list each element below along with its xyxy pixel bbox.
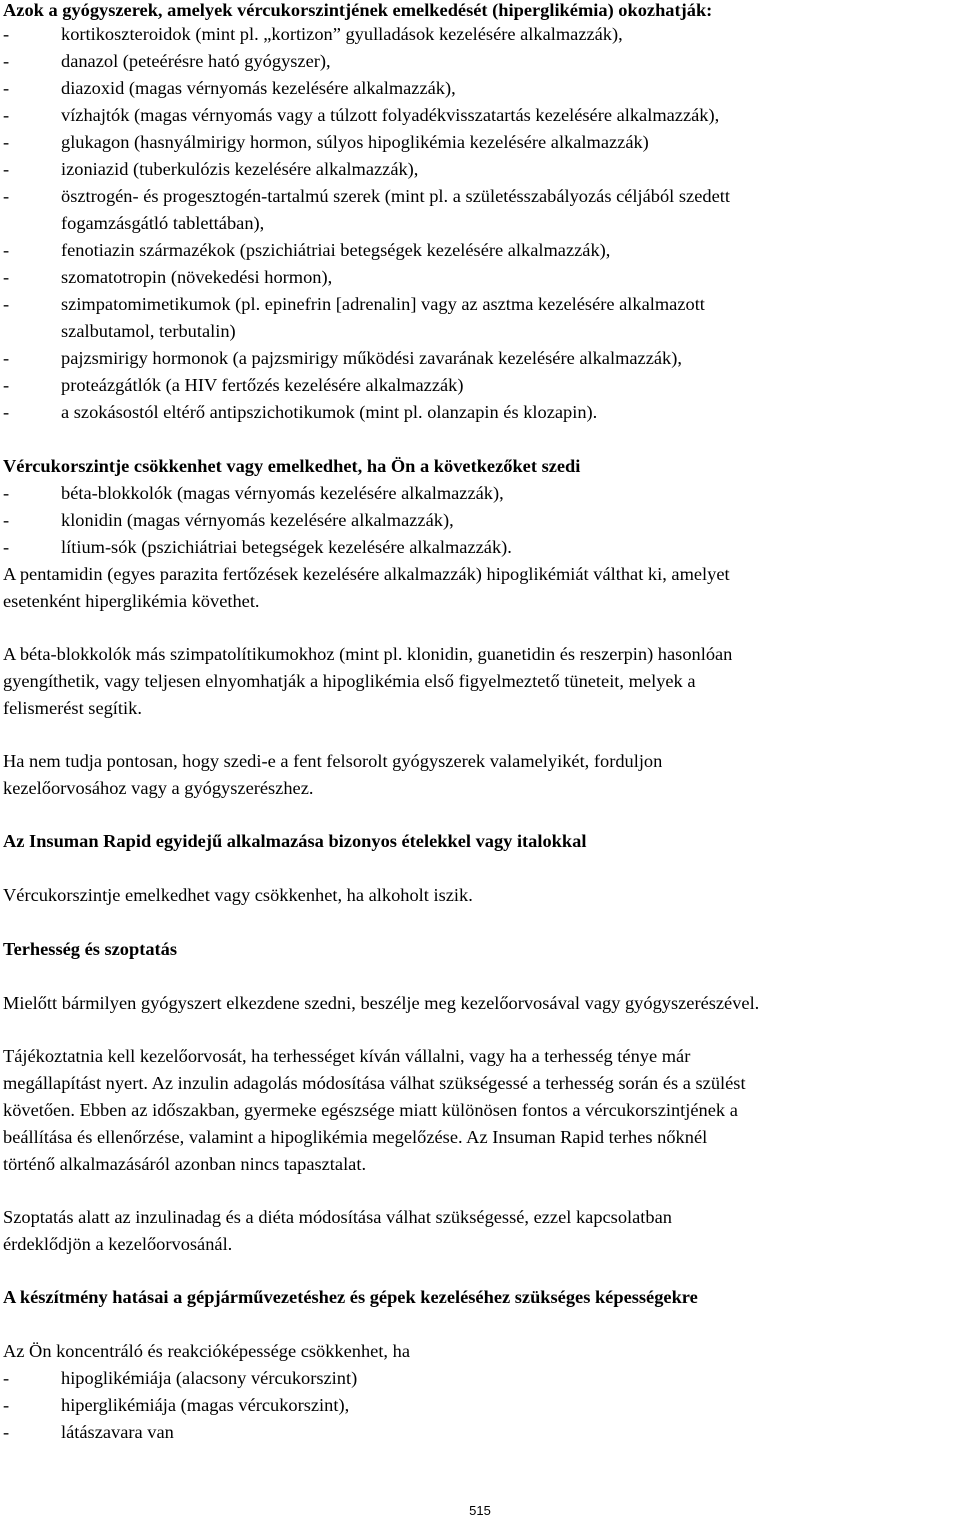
paragraph-line: beállítása és ellenőrzése, valamint a hipoglikémia megelőzése. Az Insuman Rapid terhes nőknél [3,1127,708,1147]
section-heading-fluctuation: Vércukorszintje csökkenhet vagy emelkedhet, ha Ön a következőket szedi [3,456,581,476]
section-heading-driving: A készítmény hatásai a gépjárművezetéshez és gépek kezeléséhez szükséges képességekre [3,1287,698,1307]
list-item: - látászavara van [3,1422,174,1442]
list-item: - a szokásostól eltérő antipszichotikumok (mint pl. olanzapin és klozapin). [3,402,598,422]
list-item: - klonidin (magas vérnyomás kezelésére alkalmazzák), [3,510,454,530]
section-heading-hyperglycemia: Azok a gyógyszerek, amelyek vércukorszintjének emelkedését (hiperglikémia) okozhatják: [3,0,713,20]
list-item: - diazoxid (magas vérnyomás kezelésére alkalmazzák), [3,78,456,98]
list-item: - hipoglikémiája (alacsony vércukorszint) [3,1368,358,1388]
paragraph-line: Mielőtt bármilyen gyógyszert elkezdene szedni, beszélje meg kezelőorvosával vagy gyógyszerészével. [3,993,760,1013]
section-heading-food-drink: Az Insuman Rapid egyidejű alkalmazása bizonyos ételekkel vagy italokkal [3,831,587,851]
paragraph-line: Tájékoztatnia kell kezelőorvosát, ha terhességet kíván vállalni, vagy ha a terhesség ténye már [3,1046,691,1066]
section-heading-pregnancy: Terhesség és szoptatás [3,939,178,959]
paragraph-line: gyengíthetik, vagy teljesen elnyomhatják a hipoglikémia első figyelmeztető tüneteit, melyek a [3,671,696,691]
paragraph-line: Vércukorszintje emelkedhet vagy csökkenhet, ha alkoholt iszik. [3,885,473,905]
paragraph-line: Szoptatás alatt az inzulinadag és a diéta módosítása válhat szükségessé, ezzel kapcsolatban [3,1207,672,1227]
list-item: - kortikoszteroidok (mint pl. „kortizon” gyulladások kezelésére alkalmazzák), [3,24,623,44]
paragraph-line: A béta-blokkolók más szimpatolítikumokhoz (mint pl. klonidin, guanetidin és reszerpin) hasonlóan [3,644,733,664]
list-item: - izoniazid (tuberkulózis kezelésére alkalmazzák), [3,159,419,179]
paragraph-line: kezelőorvosához vagy a gyógyszerészhez. [3,778,314,798]
paragraph-line: Az Ön koncentráló és reakcióképessége csökkenhet, ha [3,1341,410,1361]
paragraph-line: Ha nem tudja pontosan, hogy szedi-e a fent felsorolt gyógyszerek valamelyikét, forduljon [3,751,663,771]
paragraph-line: történő alkalmazásáról azonban nincs tapasztalat. [3,1154,367,1174]
paragraph-line: esetenként hiperglikémia követhet. [3,591,260,611]
list-item: - fenotiazin származékok (pszichiátriai betegségek kezelésére alkalmazzák), [3,240,611,260]
list-item: - vízhajtók (magas vérnyomás vagy a túlzott folyadékvisszatartás kezelésére alkalmazzák), [3,105,720,125]
paragraph-line: érdeklődjön a kezelőorvosánál. [3,1234,233,1254]
list-item: - pajzsmirigy hormonok (a pajzsmirigy működési zavarának kezelésére alkalmazzák), [3,348,682,368]
list-item: - ösztrogén- és progesztogén-tartalmú szerek (mint pl. a születésszabályozás céljából szedett [3,186,730,206]
list-item: - szomatotropin (növekedési hormon), [3,267,333,287]
list-item: - danazol (peteérésre ható gyógyszer), [3,51,331,71]
list-item: - lítium-sók (pszichiátriai betegségek kezelésére alkalmazzák). [3,537,512,557]
paragraph-line: követően. Ebben az időszakban, gyermeke egészsége miatt különösen fontos a vércukorszintjének a [3,1100,738,1120]
page-number: 515 [469,1503,491,1518]
list-item: - proteázgátlók (a HIV fertőzés kezelésére alkalmazzák) [3,375,464,395]
paragraph-line: A pentamidin (egyes parazita fertőzések kezelésére alkalmazzák) hipoglikémiát válthat ki, amelyet [3,564,730,584]
list-item: - glukagon (hasnyálmirigy hormon, súlyos hipoglikémia kezelésére alkalmazzák) [3,132,649,152]
paragraph-line: felismerést segítik. [3,698,142,718]
list-item: - hiperglikémiája (magas vércukorszint), [3,1395,350,1415]
list-item-continuation: szalbutamol, terbutalin) [61,321,236,341]
list-item-continuation: fogamzásgátló tablettában), [61,213,265,233]
paragraph-line: megállapítást nyert. Az inzulin adagolás módosítása válhat szükségessé a terhesség során és a szülést [3,1073,746,1093]
list-item: - szimpatomimetikumok (pl. epinefrin [adrenalin] vagy az asztma kezelésére alkalmazott [3,294,705,314]
list-item: - béta-blokkolók (magas vérnyomás kezelésére alkalmazzák), [3,483,504,503]
